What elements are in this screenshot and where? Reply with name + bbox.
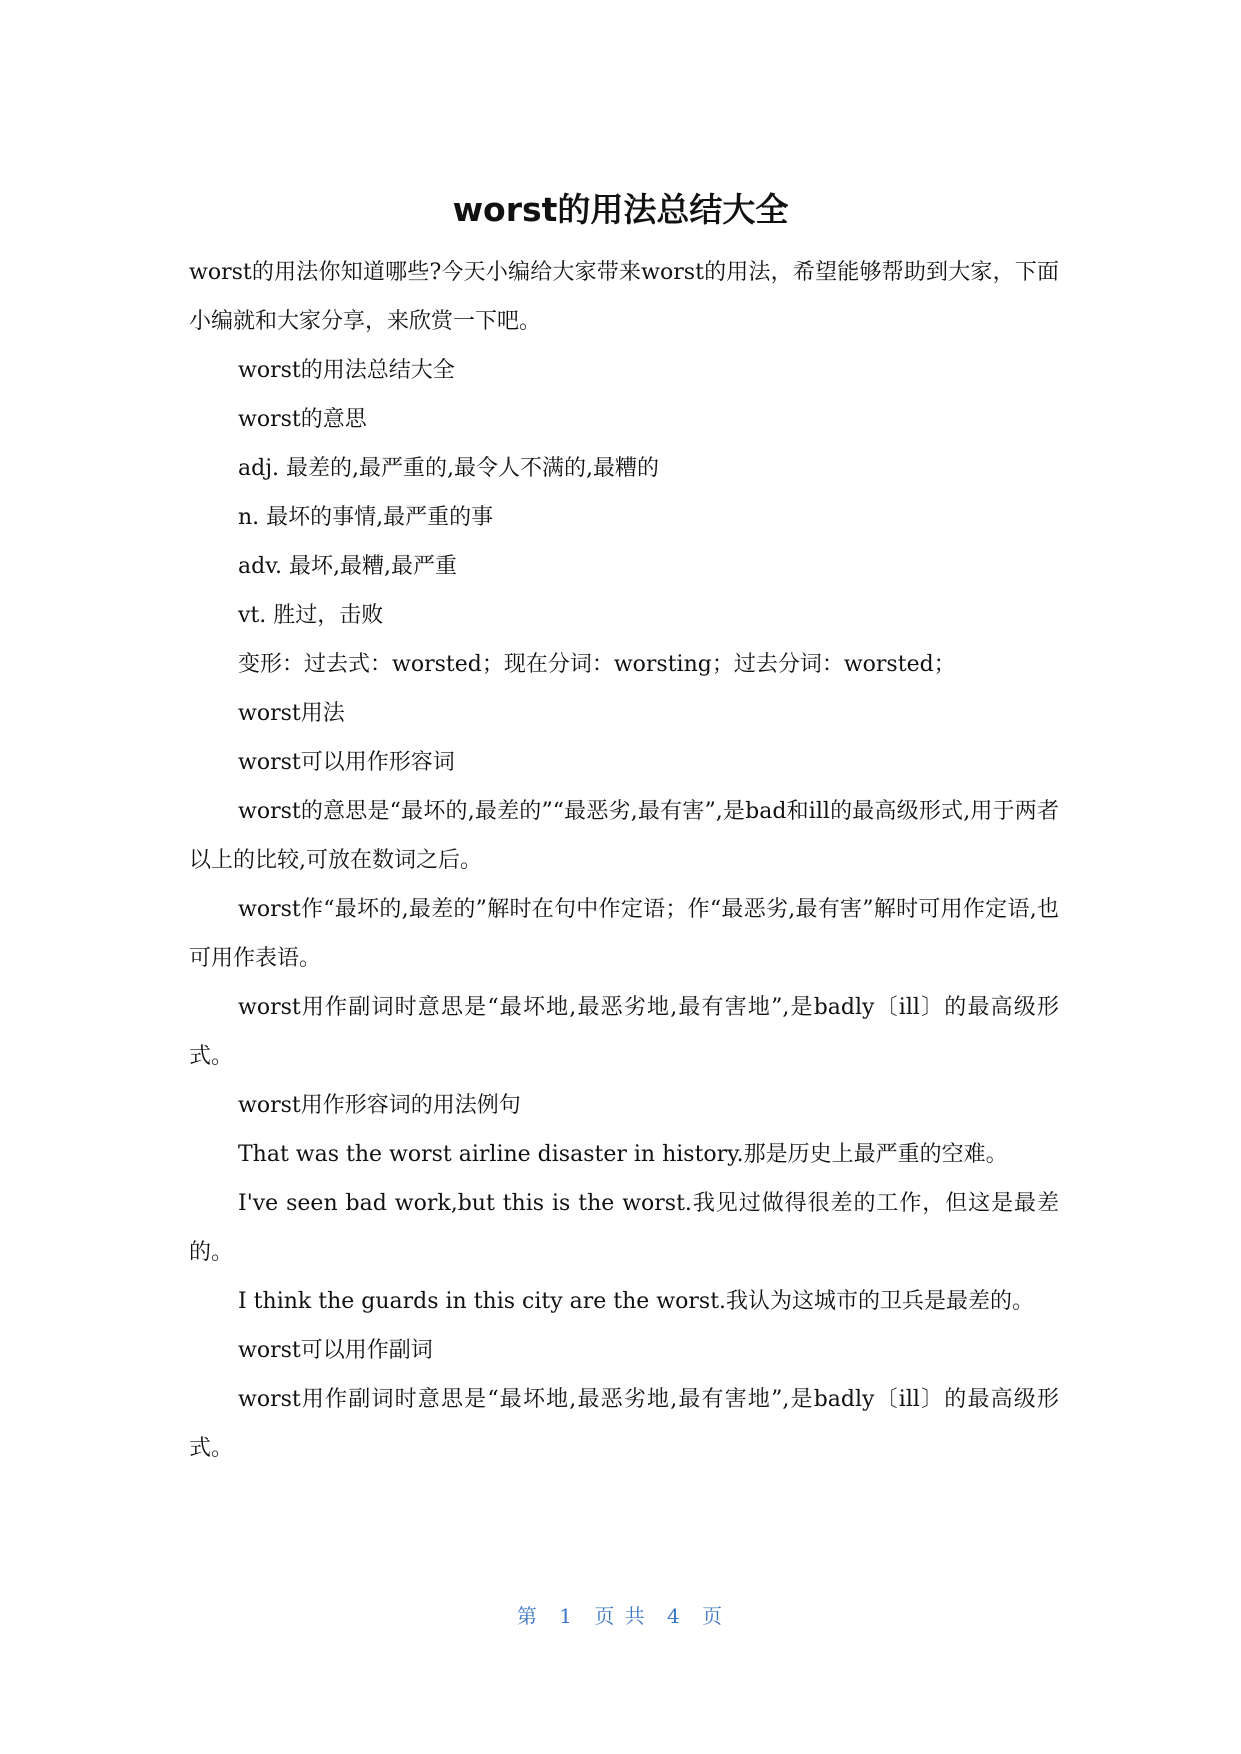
page-footer xyxy=(0,1600,1241,1629)
page-title: worst的用法总结大全 xyxy=(452,190,789,229)
paragraph: worst用法 xyxy=(238,701,345,726)
paragraph: adv. 最坏,最糟,最严重 xyxy=(238,554,457,579)
paragraph: worst用作形容词的用法例句 xyxy=(238,1093,521,1118)
paragraph: worst用作副词时意思是“最坏地,最恶劣地,最有害地”,是badly〔ill〕的最高级形式。 xyxy=(189,995,1059,1069)
paragraph: worst的用法你知道哪些?今天小编给大家带来worst的用法，希望能够帮助到大家，下面小编就和大家分享，来欣赏一下吧。 xyxy=(189,260,1059,334)
footer-middle: 页 共 xyxy=(594,1604,647,1628)
paragraph: worst可以用作副词 xyxy=(238,1338,433,1363)
paragraph: That was the worst airline disaster in history.那是历史上最严重的空难。 xyxy=(238,1142,1008,1167)
paragraph: I think the guards in this city are the worst.我认为这城市的卫兵是最差的。 xyxy=(238,1289,1035,1314)
paragraph: worst的意思 xyxy=(238,407,367,432)
paragraph: worst的意思是“最坏的,最差的”“最恶劣,最有害”,是bad和ill的最高级形式,用于两者以上的比较,可放在数词之后。 xyxy=(189,799,1059,873)
paragraph: I've seen bad work,but this is the worst.我见过做得很差的工作，但这是最差的。 xyxy=(189,1191,1059,1265)
total-page-count: 4 xyxy=(667,1604,682,1628)
footer-suffix: 页 xyxy=(702,1604,725,1628)
document-body xyxy=(189,248,1059,1473)
paragraph: worst作“最坏的,最差的”解时在句中作定语；作“最恶劣,最有害”解时可用作定语,也可用作表语。 xyxy=(189,897,1059,971)
paragraph: n. 最坏的事情,最严重的事 xyxy=(238,505,494,530)
paragraph: worst的用法总结大全 xyxy=(238,358,455,383)
paragraph: 变形：过去式：worsted；现在分词：worsting；过去分词：worsted； xyxy=(238,652,956,677)
paragraph: worst可以用作形容词 xyxy=(238,750,455,775)
footer-prefix: 第 xyxy=(516,1604,539,1628)
paragraph: adj. 最差的,最严重的,最令人不满的,最糟的 xyxy=(238,456,659,481)
paragraph: worst用作副词时意思是“最坏地,最恶劣地,最有害地”,是badly〔ill〕的最高级形式。 xyxy=(189,1387,1059,1461)
paragraph: vt. 胜过，击败 xyxy=(238,603,384,628)
current-page-number: 1 xyxy=(559,1604,574,1628)
